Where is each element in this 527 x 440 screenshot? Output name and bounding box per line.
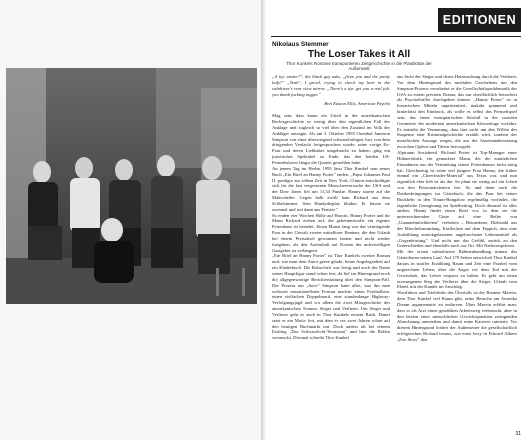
epigraph: „A tip, mister?", the black guy asks, „from you and the pretty lady?" „Yeah", I growl, trying to check my hair in the cabdriver's rear view mirror. „There's a tip: get you a real job, you dumb fucking nigger." <box>272 74 390 97</box>
author-name: Nikolaus Stemmer <box>272 41 329 48</box>
paragraph: Alptraum Sozialneid. Richard Porter ist Top-Manager einer Hühnerfabrik, ein gemachter Mann, der die zusätzlichen Einnahmen aus der Vermietung seines Ferienhauses nicht nötig hat. Gleichzeitig ist seine viel jüngere Frau Hanny, die früher einmal ein „Cheerleader-Material" aus Texas war, und nun eigentlich eher lieb ist als ihn. So plant sie wenig auf ein Leben von den Pensionärsleuten frei. So und denn auch die Dankesbringungen im Gästebuch, die das Paar bei seiner Rückkehr in den Traum-Bungalow regelmäßig vorfindet, die eigentliche Genugtuung im Spielbeitrag. Doch diesmal ist alles anders: Hanny findet einen Brief vor, in dem sie die unterzeichnenden Gäste auf eine Reihe von „Unannehmlichkeiten" verbeiten – Betrunkene, Diebstahl aus der Muschelsammlung, Kotflecken auf dem Teppich, dass eine Aufzählung zurückgelassener angebrochener Lebensmittel als „Gegenleistung". Und nicht nur das Gefühl, zurück zu den Unterschieden und ebenfalls noch vor Ort. Mit Narkosespritzen. <box>397 149 517 249</box>
paragraph: aus Sicht der Sieger und deren Heimsuchung durch die Verlierer. Vor dem Hintergrund des medialen Geschehens um den Simpson-Prozess verarbeitet er die Gesellschaftsproblematik der USA zu einem privaten Drama, das nur oberflächlich betrachtet als Psychothriller durchgehen könnte. „Hanny Porter" ist in literarischen Mitteln unpräsentiert, makabr spannend und hinterlässt den Eindruck, als wolle es selbst das Fernsehspiel sein, das einen exemplarischen Störfall in der sozialen Geometrie der modernen amerikanischen Klassenlage vorführt. Es entsteht die Vermutung, dass hier nicht um den Willen des Suspense eine Kriminalgeschichte erzählt wird, sondern der moralischen Aussage wegen, die aus der Auseinandersetzung zwischen Opfern und Tätern hervorgeht. <box>397 74 517 150</box>
header-rule <box>271 36 521 37</box>
text-column-1 <box>272 74 390 432</box>
paragraph: Mit der ersten subtrahieren Rahmenhandlung nimmt das Gästedrama seinen Lauf. Auf 170 Seiten entwickelt Thor Kunkel daraus in straffer Erzählung Raum und Zeit eine Parabel vom ungerechten Leben, über die Angst vor dem Tod mit der Gewissheit, das Leben verpasst zu haben. Es geht um einen erzwungenen Sieg der Verlierer über die Sieger. Urlaub vom Elend, mit der Kanüle im Anschlag. <box>397 249 517 290</box>
group-photo-image <box>6 68 257 304</box>
article-subtitle: Thor Kunkels Romane transportieren Zeitgeschichte in die Plastiktüte der Außenwelt <box>286 61 432 71</box>
text-column-2 <box>397 74 517 432</box>
article-title: The Loser Takes it All <box>307 49 411 60</box>
paragraph: So enden vier Wochen Hölle auf Hawaii. Hanny Porter und ihr Mann Richard ziehen auf, die geheimnisvolle ein eigenes Ferienhaus ist beendet. Einen Monat lang war das vermögende Paar in der Gewalt zweier mittelloser Rentner, die den Urlaub bei einem Preisrätsel gewonnen hatten und nicht wieder fortgehen, als den Aufenthalt auf Kosten der unfreiwilligen Gastgeber zu verlängern. <box>272 212 390 253</box>
page-number: 31 <box>515 431 521 437</box>
section-header <box>438 8 521 32</box>
group-photo <box>6 68 257 304</box>
paragraph: Wortführer und Triebfeder des Überfalls ist der Rentner Marvin, dem Thor Kunkel viel Raum gibt, seine Besuche am Amerika Dream argumentativ zu entlarven. Über Marvin erfährt man, dass er als Arzt einen gestählten Arbeitsweg verbraucht, aber in den letzten einer menschlichen Gewichtspunkten zwingenden Abrechnung unternahm und damit seine Karriere ruinierte. Vor diesem Hintergrund fordert der Außenseiter die gesellschaftlich erfolgreichen Richard heraus, wie einst Jerry in Edward Albees „Zoo Story" den <box>397 290 517 342</box>
section-label: EDITIONEN <box>442 13 517 27</box>
paragraph: Mag sein, dass kaum ein Urteil in der amerikanischen Rechtsgeschichte so wenig über den eigentlichen Fall der Anklage und zugleich so viel über den Zustand im Volk der Ankläger aussagte. Als am 3. Oktober 1995 Orenthal Jameson Simpson von einer überwiegend schwarzfarbigen Jury von dem dringenden Verdacht freigesprochen wurde, seine vorige Ex-Frau und deren Liebhaber umgebracht zu haben, ging ein juristisches Spektakel zu Ende, das den beiden US-Fernsehshows längst die Quoten gestohlen hatte. <box>272 113 390 165</box>
left-page <box>0 0 261 440</box>
right-page <box>267 0 527 440</box>
epigraph-source: Bret Easton Ellis, American Psycho <box>324 101 390 107</box>
paragraph: „Ein Brief an Hanny Porter" ist Thor Kunkels zweiter Roman und, wie man dem Autor gerne glaubt, keine Angelegenheit auf ein Kinderbuch. Die Rohschrift war fertig und auch der Name seiner Hauptfigur stand schon fest, da lief im Hintergrund noch die allgegenwärtige Berichterstattung über den Simpson-Fall. Der Prozess um „Juice" Simpson hatte alles, was ihn zum weltweit sensationellsten Format machte: einen Footballstar, einen vielfachen Doppelmord, eine stundenlange Highway-Verfolgungsjagd und vor allem die zwei Missgeschicke des amerikanischen Traums: Sieger und Verlierer. Um Sieger und Verlierer geht es auch in Thor Kunkels neuem Buch. Damit setzt er ein Motiv fort, mit dem er vor zwei Jahren schon auf den heutigen Buchmarkt trat. Doch anders als bei seinem Erstling „Das Schwarzlicht-Terrarium" und hier die Rollen vertauscht. Diesmal schreibt Thor Kunkel <box>272 253 390 341</box>
paragraph: An jenem Tag im Herbst 1995 lässt Thor Kunkel sein neues Buch „Ein Brief an Hanny Porter" enden. „Papst Johannes Paul II. predigte zur selben Zeit in New York, Clinton entschuldigte sich für die fast vergessenen Menschenversuche der USA und der Dow Jones fiel um 11,34 Punkte. Hanny starrte auf die Mattscheibe. Gegen halb zwölf kam Richard aus dem Schlafzimmer. Sein Handydisplay blinkte. Er küsste sie zweimal und trat dann ans Fenster." <box>272 165 390 212</box>
